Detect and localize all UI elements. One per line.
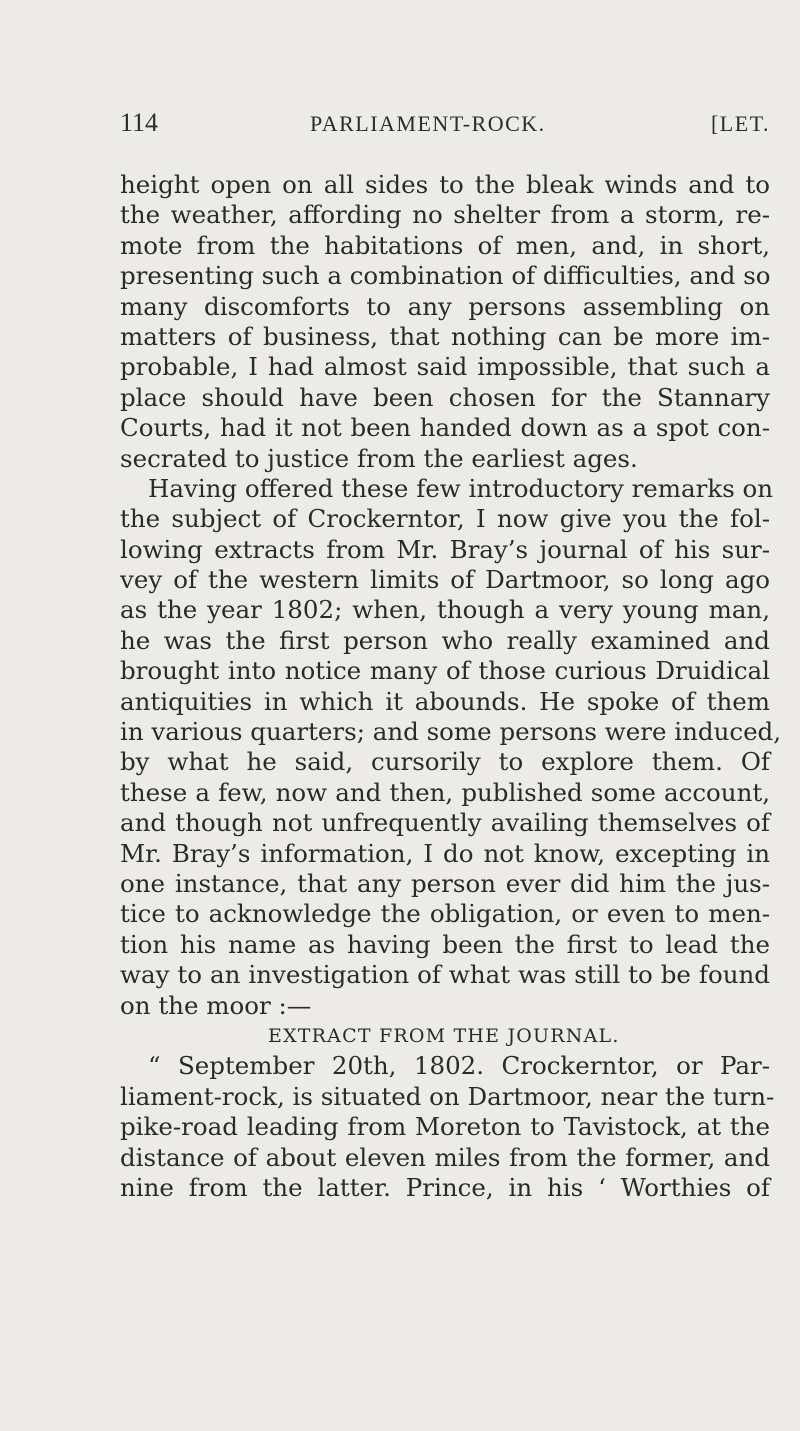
text-line: secrated to justice from the earliest ages. xyxy=(120,443,638,473)
text-line: way to an investigation of what was still to be found xyxy=(120,960,770,990)
running-header xyxy=(120,108,770,148)
running-section: [LET. xyxy=(710,111,770,136)
text-line: mote from the habitations of men, and, in short, xyxy=(120,230,770,260)
text-line: place should have been chosen for the Stannary xyxy=(120,382,770,412)
text-line: in various quarters; and some persons were induced, xyxy=(120,717,782,747)
text-line: he was the first person who really examined and xyxy=(120,625,770,655)
text-line: many discomforts to any persons assembling on xyxy=(120,291,770,321)
text-line: nine from the latter. Prince, in his ‘ Worthies of xyxy=(120,1172,770,1202)
text-line: height open on all sides to the bleak winds and to xyxy=(120,170,770,199)
text-line: pike-road leading from Moreton to Tavistock, at the xyxy=(120,1112,770,1142)
text-line: probable, I had almost said impossible, that such a xyxy=(120,352,770,382)
text-line: the weather, affording no shelter from a storm, re- xyxy=(120,200,770,230)
text-line: as the year 1802; when, though a very young man, xyxy=(120,595,770,625)
text-line: Courts, had it not been handed down as a spot con- xyxy=(120,413,770,443)
text-line: and though not unfrequently availing themselves of xyxy=(120,808,770,838)
text-line: matters of business, that nothing can be more im- xyxy=(120,321,770,351)
body-text xyxy=(120,170,782,1203)
section-heading: EXTRACT FROM THE JOURNAL. xyxy=(268,1024,620,1047)
text-line: on the moor :— xyxy=(120,990,312,1020)
text-line: tice to acknowledge the obligation, or even to men- xyxy=(120,899,770,929)
page-number: 114 xyxy=(120,108,159,137)
text-line: antiquities in which it abounds. He spoke of them xyxy=(120,686,770,716)
text-line: the subject of Crockerntor, I now give you the fol- xyxy=(120,504,770,534)
text-line: tion his name as having been the first to lead the xyxy=(120,929,770,959)
text-line: brought into notice many of those curious Druidical xyxy=(120,656,770,686)
text-line: presenting such a combination of difficulties, and so xyxy=(120,261,771,291)
running-title: PARLIAMENT-ROCK. xyxy=(310,111,546,136)
text-line: distance of about eleven miles from the former, and xyxy=(120,1142,770,1172)
text-line: liament-rock, is situated on Dartmoor, near the turn- xyxy=(120,1081,775,1111)
text-line: by what he said, cursorily to explore them. Of xyxy=(120,747,770,777)
text-line: one instance, that any person ever did him the jus- xyxy=(120,868,770,898)
text-line: vey of the western limits of Dartmoor, so long ago xyxy=(120,565,770,595)
text-line: lowing extracts from Mr. Bray’s journal of his sur- xyxy=(120,534,770,564)
text-line: Having offered these few introductory remarks on xyxy=(148,473,774,503)
text-line: Mr. Bray’s information, I do not know, excepting in xyxy=(120,838,770,868)
text-line: these a few, now and then, published some account, xyxy=(120,777,770,807)
text-line: “ September 20th, 1802. Crockerntor, or Par- xyxy=(148,1051,770,1081)
